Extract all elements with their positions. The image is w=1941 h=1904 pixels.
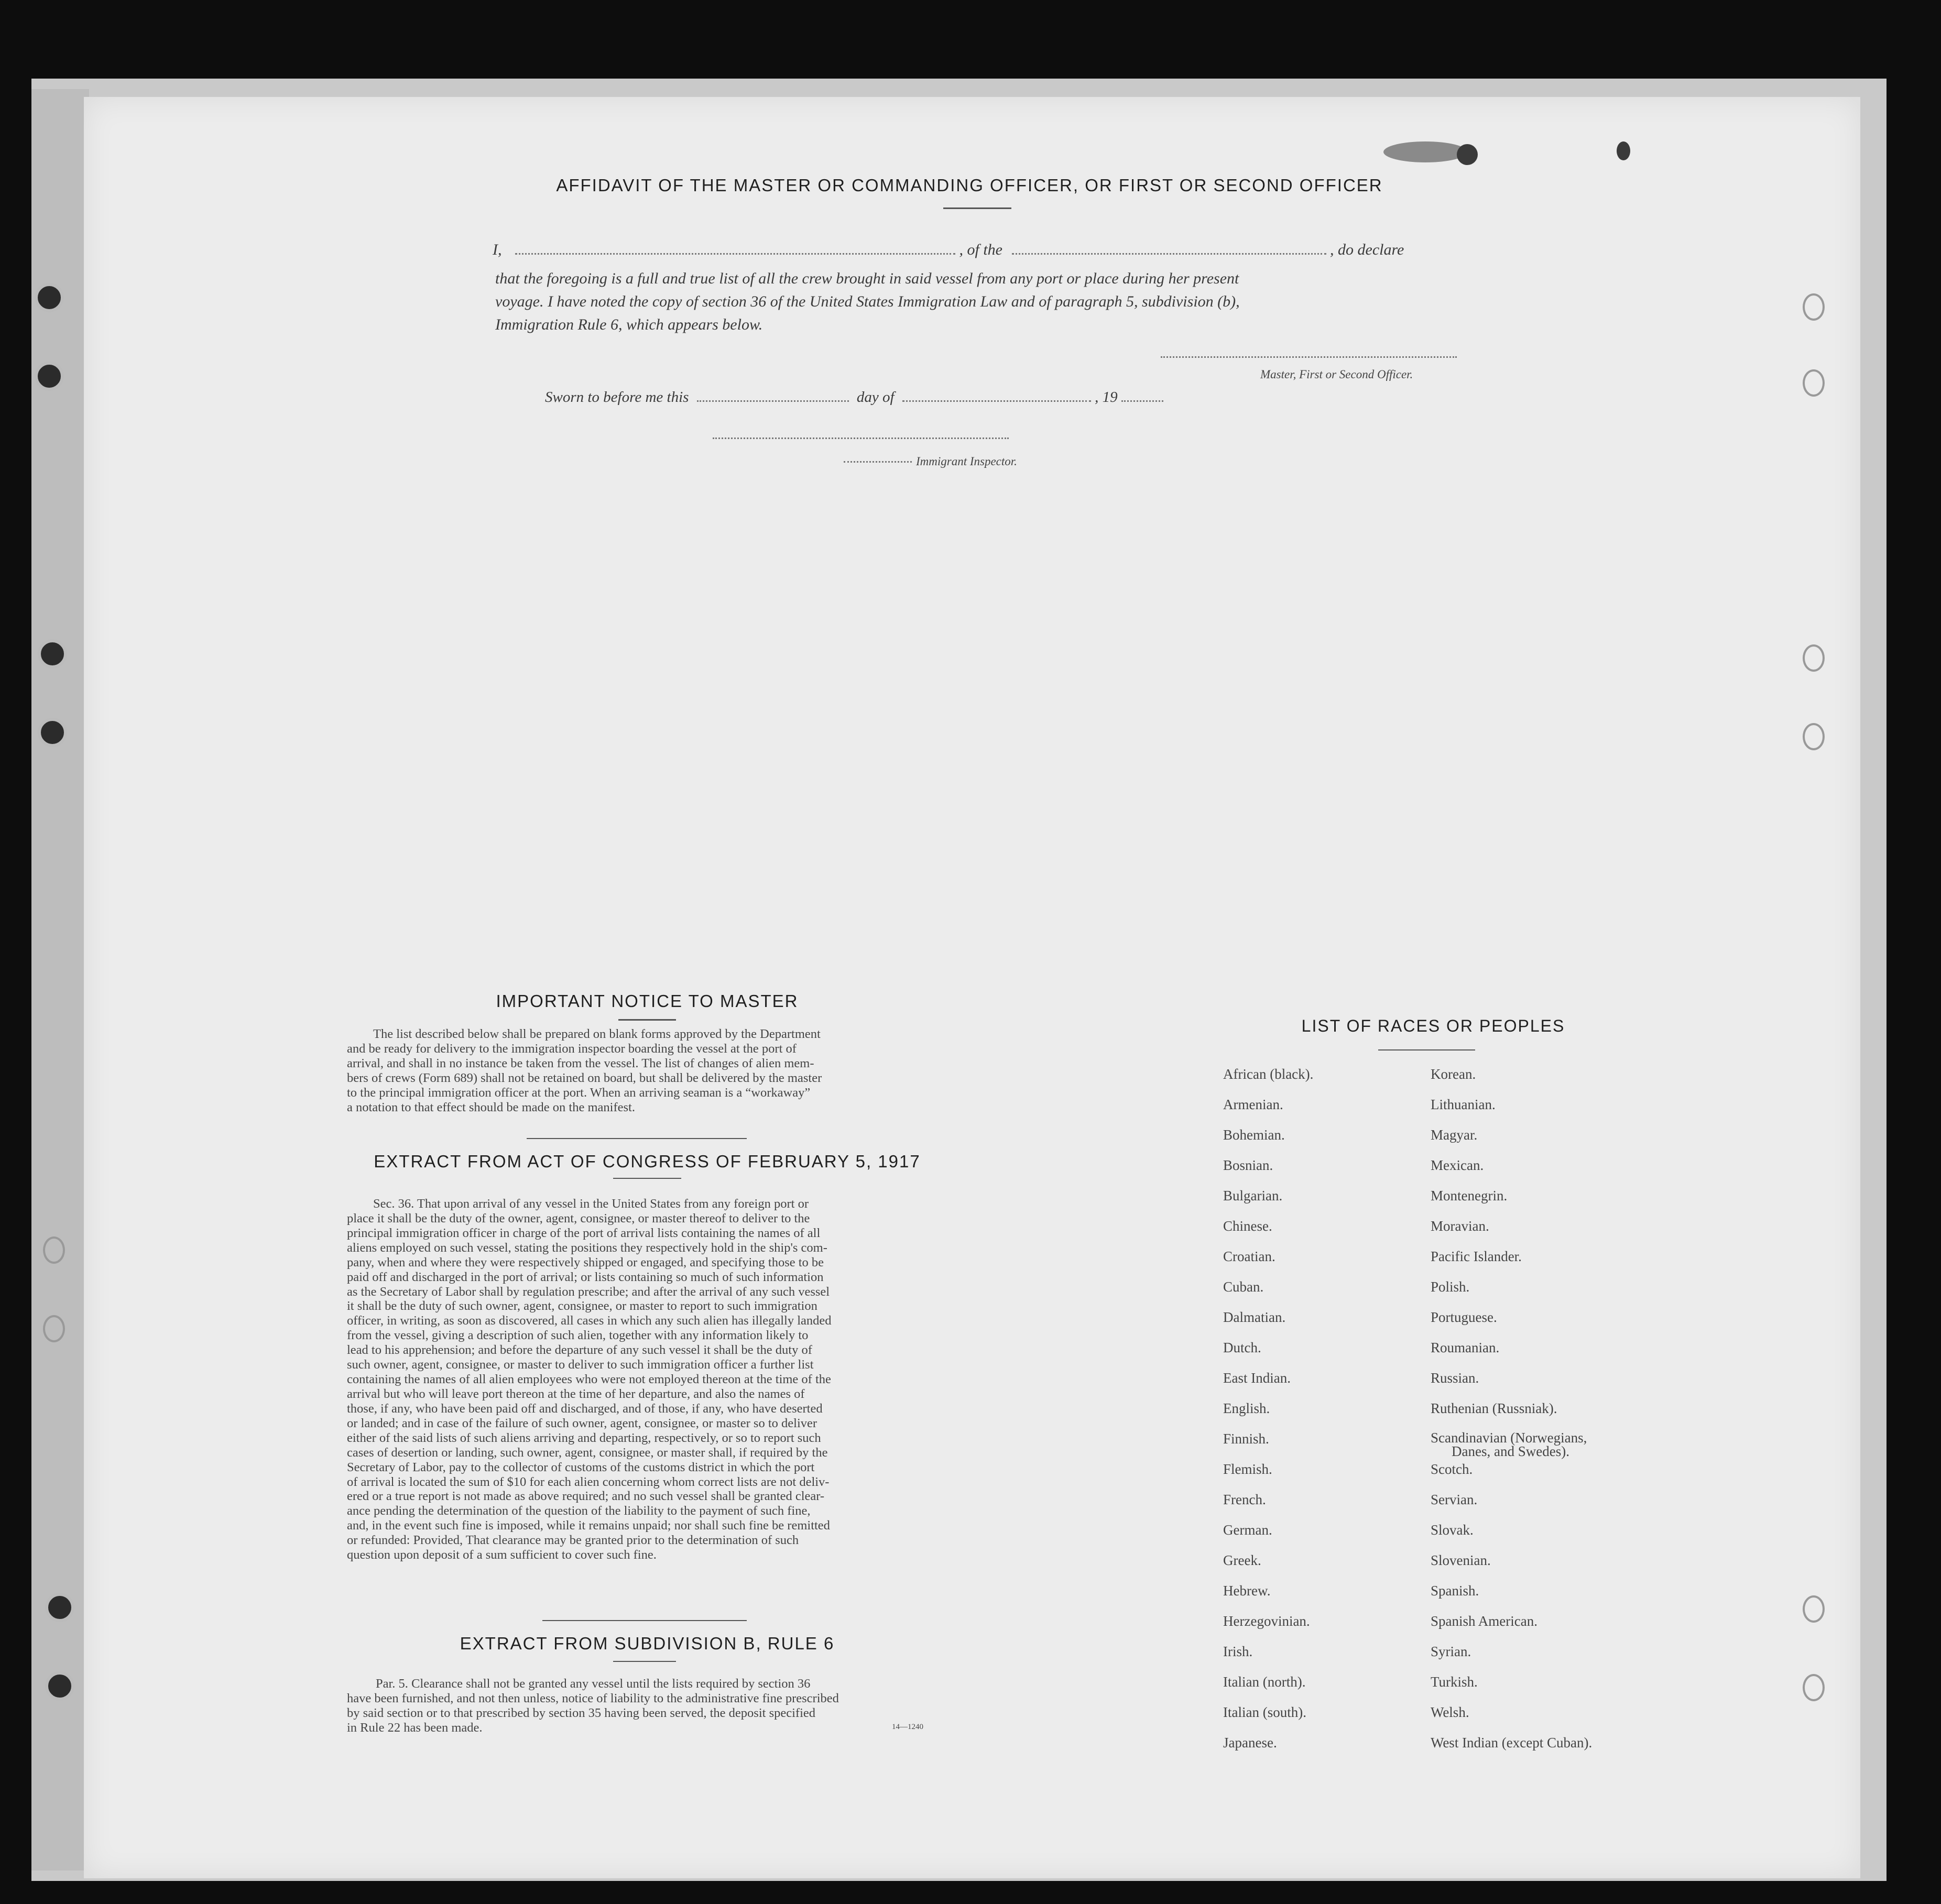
race-item: Dutch.: [1223, 1340, 1261, 1355]
race-item: Pacific Islander.: [1431, 1249, 1522, 1264]
race-item: Slovak.: [1431, 1522, 1474, 1538]
ink-smudge: [1457, 144, 1478, 165]
act-line: pany, when and where they were respectively shipped or engaged, and specifying those to be: [347, 1255, 824, 1270]
divider: [527, 1138, 747, 1139]
race-item: Finnish.: [1223, 1431, 1269, 1447]
act-line: Secretary of Labor, pay to the collector of customs of the customs district in which the port: [347, 1460, 815, 1474]
punch-hole: [38, 718, 67, 747]
master-signature-line[interactable]: [1161, 356, 1457, 358]
race-item: Herzegovinian.: [1223, 1613, 1310, 1629]
punch-hole: [45, 1671, 74, 1701]
act-line: paid off and discharged in the port of arrival; or lists containing so much of such information: [347, 1270, 824, 1284]
punch-hole: [35, 283, 64, 312]
act-line: principal immigration officer in charge of the port of arrival lists containing the names of all: [347, 1225, 821, 1240]
race-item: [1431, 1431, 1592, 1461]
race-item: Magyar.: [1431, 1127, 1478, 1143]
race-item: Chinese.: [1223, 1218, 1272, 1234]
punch-hole: [38, 639, 67, 669]
race-item: Polish.: [1431, 1279, 1470, 1295]
sworn-prefix: Sworn to before me this: [545, 389, 689, 406]
act-line: officer, in writing, as soon as discovered, all cases in which any such alien has illegally landed: [347, 1314, 832, 1328]
race-item: Hebrew.: [1223, 1583, 1271, 1599]
act-line: those, if any, who have been paid off and discharged, and of those, if any, who have deserted: [347, 1401, 823, 1416]
notice-line: to the principal immigration officer at the port. When an arriving seaman is a “workaway”: [347, 1085, 811, 1100]
race-item: Slovenian.: [1431, 1552, 1491, 1568]
extract-act-title: EXTRACT FROM ACT OF CONGRESS OF FEBRUARY 5, 1917: [374, 1152, 921, 1171]
race-item-continued: Danes, and Swedes).: [1452, 1443, 1569, 1459]
race-item: German.: [1223, 1522, 1272, 1538]
extract-rule-text: [347, 1677, 947, 1735]
divider: [1378, 1049, 1475, 1051]
act-line: cases of desertion or landing, such owner, agent, consignee, or master shall, if required by the: [347, 1445, 828, 1460]
act-line: place it shall be the duty of the owner, agent, consignee, or master thereof to deliver to the: [347, 1211, 810, 1225]
race-item: Bosnian.: [1223, 1157, 1273, 1173]
race-item: Moravian.: [1431, 1218, 1489, 1234]
rule-line: Par. 5. Clearance shall not be granted any vessel until the lists required by section 36: [376, 1677, 811, 1691]
race-item: Roumanian.: [1431, 1340, 1500, 1355]
races-right-column: [1431, 1066, 1592, 1765]
race-item: English.: [1223, 1400, 1270, 1416]
race-item: French.: [1223, 1492, 1266, 1507]
ink-smudge: [1383, 141, 1467, 162]
act-line: containing the names of all alien employees who were not employed thereon at the time of the: [347, 1372, 831, 1387]
race-item: Dalmatian.: [1223, 1309, 1286, 1325]
race-item: Ruthenian (Russniak).: [1431, 1400, 1557, 1416]
race-item: Flemish.: [1223, 1461, 1272, 1477]
extract-rule-title: EXTRACT FROM SUBDIVISION B, RULE 6: [460, 1634, 835, 1653]
divider: [613, 1661, 676, 1662]
act-line: or landed; and in case of the failure of such owner, agent, consignee, or master so to deliver: [347, 1416, 817, 1430]
race-item: Turkish.: [1431, 1674, 1478, 1690]
race-item: Spanish American.: [1431, 1613, 1537, 1629]
sworn-line: [545, 389, 1163, 406]
race-item: Italian (south).: [1223, 1704, 1306, 1720]
race-item: East Indian.: [1223, 1370, 1291, 1386]
act-line: it shall be the duty of such owner, agent, consignee, or master to report to such immigration: [347, 1299, 817, 1314]
race-item-line: Scandinavian (Norwegians,: [1431, 1430, 1587, 1446]
divider: [613, 1178, 681, 1179]
act-line: of arrival is located the sum of $10 for each alien concerning whom correct lists are not deliv-: [347, 1474, 830, 1489]
affidavit-title: AFFIDAVIT OF THE MASTER OR COMMANDING OFFICER, OR FIRST OR SECOND OFFICER: [556, 176, 1383, 195]
races-left-column: [1223, 1066, 1313, 1765]
punch-hole: [1803, 369, 1825, 397]
race-item: Cuban.: [1223, 1279, 1264, 1295]
form-number: 14—1240: [892, 1722, 923, 1731]
rule-line: in Rule 22 has been made.: [347, 1720, 483, 1735]
notice-text: [347, 1027, 947, 1115]
affidavit-of-the: , of the: [959, 241, 1002, 258]
punch-hole: [1803, 723, 1825, 750]
affidavit-i: I,: [493, 241, 502, 258]
punch-hole: [1803, 1674, 1825, 1701]
race-item: Welsh.: [1431, 1704, 1469, 1720]
extract-act-text: [347, 1197, 947, 1562]
rule-line-last: [347, 1721, 947, 1735]
race-item: Greek.: [1223, 1552, 1261, 1568]
act-line: lead to his apprehension; and before the departure of any such vessel it shall be the duty of: [347, 1343, 812, 1358]
race-item: Irish.: [1223, 1644, 1253, 1659]
act-line: and, in the event such fine is imposed, while it remains unpaid; nor shall such fine be remitted: [347, 1518, 830, 1533]
race-item: Russian.: [1431, 1370, 1479, 1386]
affidavit-line: that the foregoing is a full and true list of all the crew brought in said vessel from any port or place during her present: [495, 270, 1239, 287]
notice-line: and be ready for delivery to the immigration inspector boarding the vessel at the port of: [347, 1041, 797, 1056]
month-blank[interactable]: [902, 400, 1091, 402]
act-line: or refunded: Provided, That clearance may be granted prior to the determination of such: [347, 1533, 799, 1548]
affidavit-body: [495, 267, 1491, 336]
year-blank[interactable]: [1121, 400, 1163, 402]
affidavit-line: Immigration Rule 6, which appears below.: [495, 316, 763, 333]
rule-line: by said section or to that prescribed by section 35 having been served, the deposit specified: [347, 1705, 815, 1720]
ink-smudge: [1617, 141, 1630, 160]
race-item: Korean.: [1431, 1066, 1476, 1082]
master-label: Master, First or Second Officer.: [1260, 368, 1413, 381]
race-item: Syrian.: [1431, 1644, 1471, 1659]
divider: [943, 207, 1011, 209]
race-item: Croatian.: [1223, 1249, 1275, 1264]
punch-hole: [1803, 644, 1825, 672]
name-blank[interactable]: [515, 253, 955, 255]
inspector-label: Immigrant Inspector.: [916, 455, 1017, 468]
sworn-year: , 19: [1095, 389, 1118, 406]
race-item: Portuguese.: [1431, 1309, 1497, 1325]
act-line: as the Secretary of Labor shall by regulation prescribe; and after the arrival of any such vessel: [347, 1284, 830, 1299]
races-title: LIST OF RACES OR PEOPLES: [1301, 1016, 1565, 1035]
race-item: Mexican.: [1431, 1157, 1484, 1173]
notice-title: IMPORTANT NOTICE TO MASTER: [496, 991, 799, 1011]
act-line: aliens employed on such vessel, stating the positions they respectively hold in the ship's com-: [347, 1240, 827, 1255]
race-item: Bohemian.: [1223, 1127, 1285, 1143]
race-item: Lithuanian.: [1431, 1097, 1496, 1112]
inspector-dots: [844, 461, 912, 463]
punch-hole: [43, 1315, 65, 1342]
race-item: Spanish.: [1431, 1583, 1479, 1599]
race-item: Italian (north).: [1223, 1674, 1306, 1690]
divider: [542, 1620, 747, 1621]
punch-hole: [1803, 293, 1825, 321]
vessel-blank[interactable]: [1012, 253, 1326, 255]
race-item: Scotch.: [1431, 1461, 1473, 1477]
act-line: ered or a true report is not made as above required; and no such vessel shall be granted clear-: [347, 1489, 825, 1504]
affidavit-line: voyage. I have noted the copy of section 36 of the United States Immigration Law and of paragraph 5, subdivision (b),: [495, 293, 1240, 310]
notice-line: arrival, and shall in no instance be taken from the vessel. The list of changes of alien mem-: [347, 1056, 814, 1070]
race-item: Servian.: [1431, 1492, 1478, 1507]
race-item: Armenian.: [1223, 1097, 1283, 1112]
affidavit-do-declare: , do declare: [1330, 241, 1404, 258]
divider: [618, 1019, 676, 1021]
punch-hole: [35, 362, 64, 391]
act-line: from the vessel, giving a description of such alien, together with any information likely to: [347, 1328, 809, 1343]
act-line: ance pending the determination of the question of the liability to the payment of such fine,: [347, 1504, 811, 1518]
act-line: arrival but who will leave port thereon at the time of her departure, and also the names of: [347, 1386, 805, 1401]
race-item: Japanese.: [1223, 1735, 1277, 1750]
punch-hole: [43, 1236, 65, 1264]
day-blank[interactable]: [697, 400, 849, 402]
race-item: Montenegrin.: [1431, 1188, 1508, 1203]
races-list: [1223, 1066, 1642, 1763]
race-item: African (black).: [1223, 1066, 1314, 1082]
act-line: such owner, agent, consignee, or master to deliver to such immigration officer a further list: [347, 1358, 814, 1372]
punch-hole: [45, 1593, 74, 1622]
notice-line: a notation to that effect should be made on the manifest.: [347, 1100, 635, 1114]
affidavit-declaration: [493, 241, 1488, 265]
act-line: either of the said lists of such aliens arriving and departing, respectively, or so to report such: [347, 1430, 821, 1445]
rule-line: have been furnished, and not then unless, notice of liability to the administrative fine prescribed: [347, 1691, 839, 1705]
notice-line: The list described below shall be prepared on blank forms approved by the Department: [373, 1027, 821, 1041]
punch-hole: [1803, 1595, 1825, 1623]
race-item: West Indian (except Cuban).: [1431, 1735, 1593, 1750]
race-item: Bulgarian.: [1223, 1188, 1283, 1203]
notice-line: bers of crews (Form 689) shall not be retained on board, but shall be delivered by the master: [347, 1070, 822, 1085]
act-line: question upon deposit of a sum sufficient to cover such fine.: [347, 1548, 657, 1562]
act-line: Sec. 36. That upon arrival of any vessel in the United States from any foreign port or: [373, 1197, 809, 1211]
sworn-day-of: day of: [856, 389, 895, 406]
inspector-signature-line[interactable]: [713, 437, 1009, 439]
